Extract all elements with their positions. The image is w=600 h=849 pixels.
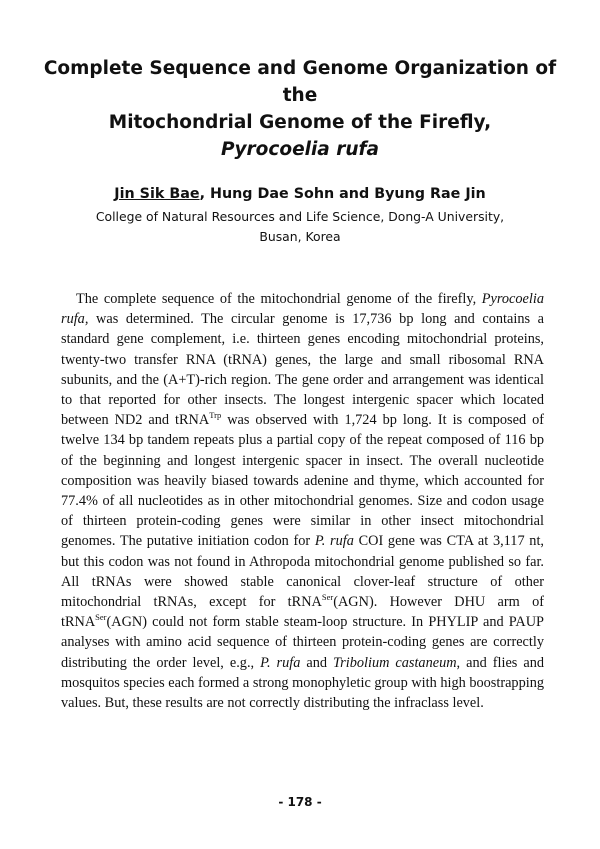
abstract-segment: The complete sequence of the mitochondrial genome of the firefly, — [76, 291, 482, 307]
title-line-2: Mitochondrial Genome of the Firefly, — [108, 112, 492, 133]
abstract-segment: COI gene was CTA at 3,117 nt, but this codon was not found in Athropoda mitochondrial genome published so far. All tRNAs were showed stable canonical clover-leaf structure of other mitochondrial tRNAs, except for tRNA — [61, 533, 544, 611]
abstract-segment: and — [300, 654, 333, 671]
abstract-segment: , and flies and mosquitos species each formed a strong monophyletic group with high boostrapping values. But, these results are not correctly distributing the infraclass level. — [61, 654, 544, 712]
species-name: P. rufa — [314, 533, 354, 550]
superscript: Trp — [209, 410, 222, 421]
title-line-1: Complete Sequence and Genome Organization of the — [43, 58, 557, 106]
abstract-segment: (AGN). However DHU arm of tRNA — [61, 594, 544, 631]
title-line-3: Pyrocoelia rufa — [220, 139, 380, 160]
other-authors: , Hung Dae Sohn and Byung Rae Jin — [199, 186, 486, 202]
species-name: P. rufa — [260, 654, 301, 671]
affiliation-line-1: College of Natural Resources and Life Science, Dong-A University, — [95, 209, 505, 224]
species-name: Tribolium castaneum — [333, 654, 457, 671]
superscript: Ser — [321, 592, 334, 603]
species-name: Pyrocoelia rufa, — [61, 291, 544, 328]
author-list — [20, 184, 580, 204]
first-author: Jin Sik Bae — [114, 186, 200, 202]
abstract-segment: (AGN) could not form stable steam-loop structure. In PHYLIP and PAUP analyses with amino acid sequence of thirteen protein-coding genes are correctly distributing the order level, e.g., — [61, 614, 544, 671]
abstract-segment: was determined. The circular genome is 17,736 bp long and contains a standard gene complement, i.e. thirteen genes encoding mitochondrial proteins, twenty-two transfer RNA (tRNA) genes, the large and small ribosomal RNA subunits, and the (A+T)-rich region. The gene order and arrangement was identical to that reported for other insects. The longest intergenic spacer which located between ND2 and tRNA — [61, 311, 544, 429]
affiliation — [20, 207, 580, 247]
page-number: - 178 - — [278, 795, 322, 809]
abstract-segment: was observed with 1,724 bp long. It is composed of twelve 134 bp tandem repeats plus a partial copy of the repeat composed of 116 bp of the beginning and longest intergenic spacer in insect. The overall nucleotide composition was heavily biased towards adenine and thyme, which accounted for 77.4% of all nucleotides as in other mitochondrial genomes. Size and codon usage of thirteen protein-coding genes were similar in other insect mitochondrial genomes. The putative initiation codon for — [61, 412, 545, 550]
abstract-text — [61, 289, 544, 713]
paper-title — [30, 55, 570, 163]
superscript: Ser — [95, 612, 107, 623]
affiliation-line-2: Busan, Korea — [259, 229, 341, 244]
